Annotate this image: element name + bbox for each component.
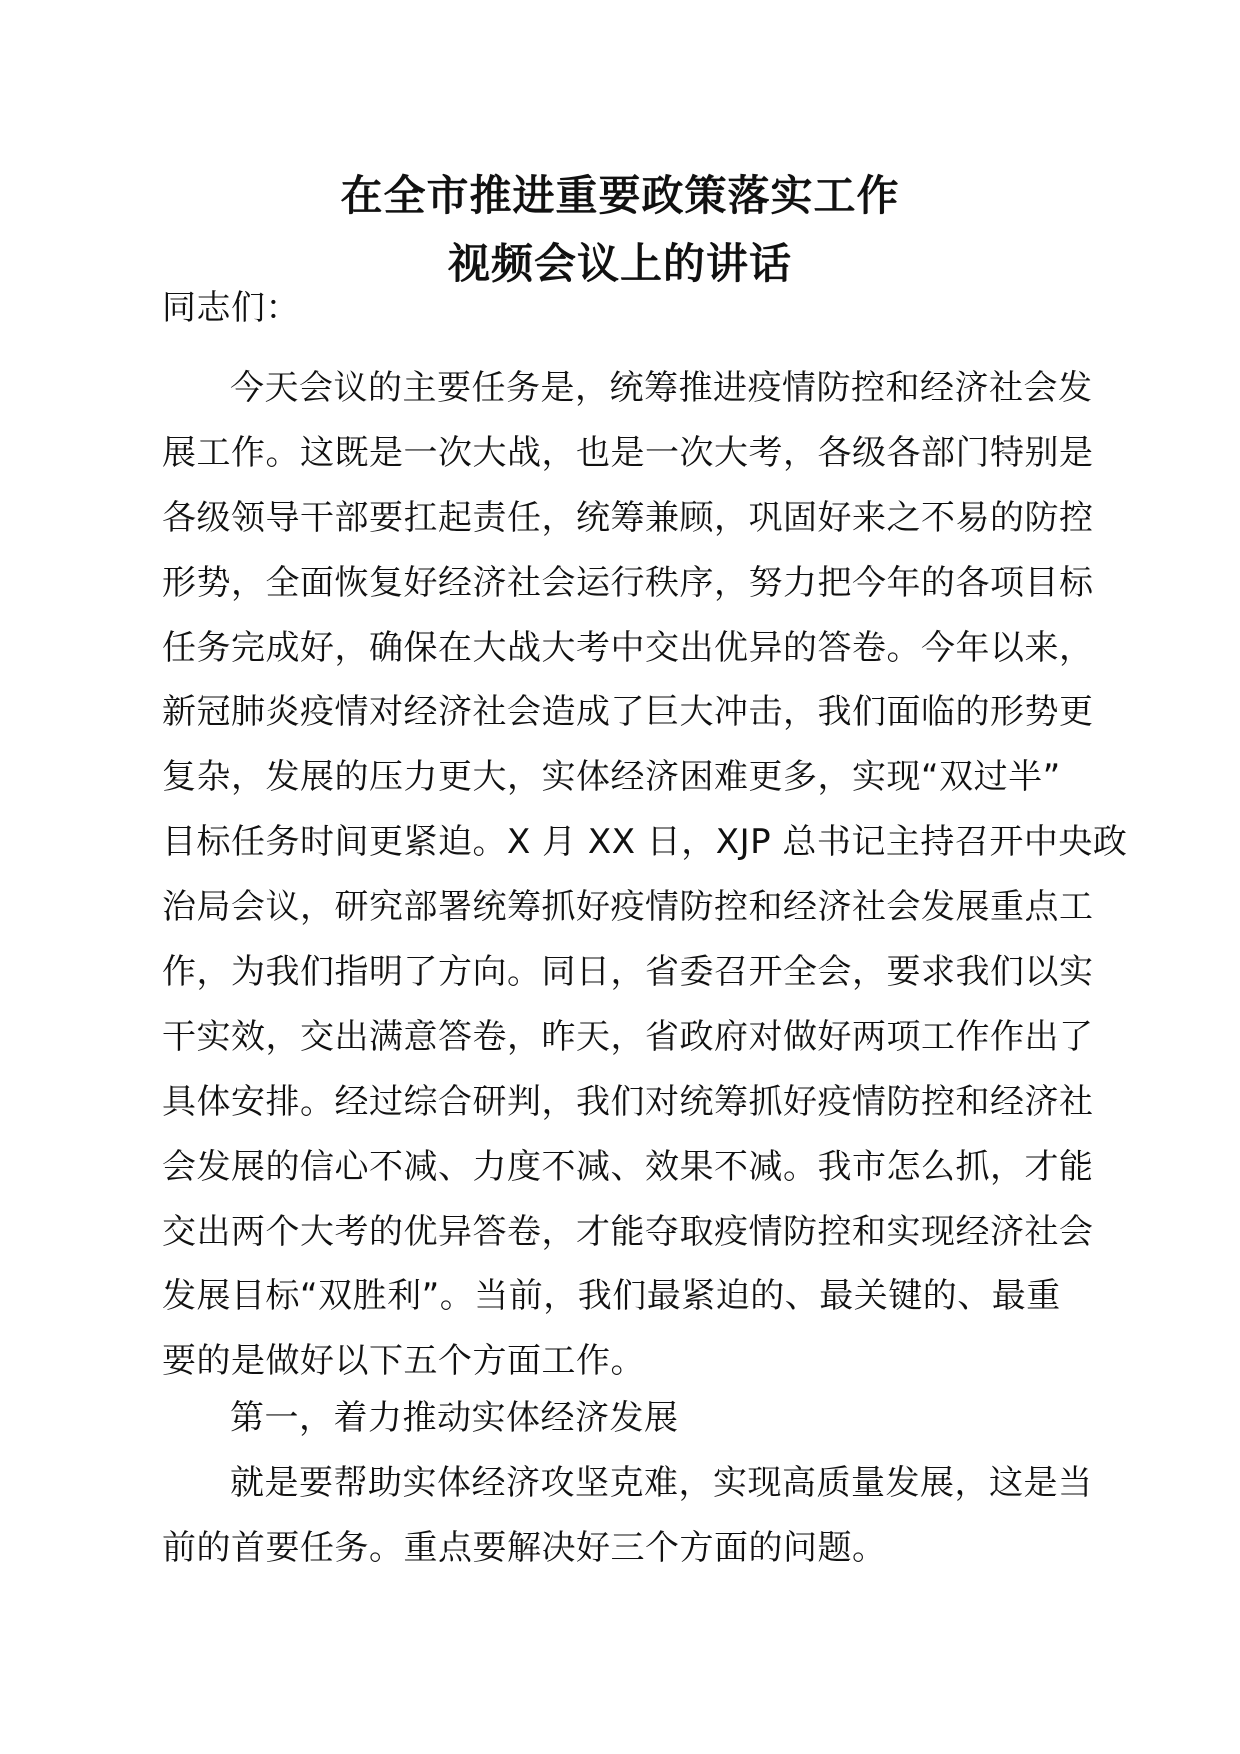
paragraph-2: [162, 1451, 1092, 1581]
greeting: 同志们：: [162, 288, 300, 328]
paragraph-1-line: 复杂，发展的压力更大，实体经济困难更多，实现“双过半”: [162, 757, 1061, 798]
section-heading-1: 第一，着力推动实体经济发展: [230, 1398, 679, 1438]
paragraph-1-line: 新冠肺炎疫情对经济社会造成了巨大冲击，我们面临的形势更: [162, 692, 1094, 733]
paragraph-1-line: 会发展的信心不减、力度不减、效果不减。我市怎么抓，才能: [162, 1146, 1094, 1187]
paragraph-1-line: 具体安排。经过综合研判，我们对统筹抓好疫情防控和经济社: [162, 1081, 1094, 1122]
paragraph-1: [162, 356, 1128, 1394]
paragraph-1-line: 今天会议的主要任务是，统筹推进疫情防控和经济社会发: [230, 368, 1093, 408]
paragraph-1-line: 形势，全面恢复好经济社会运行秩序，努力把今年的各项目标: [162, 562, 1094, 603]
paragraph-2-line: 前的首要任务。重点要解决好三个方面的问题。: [162, 1527, 887, 1568]
paragraph-1-line: 展工作。这既是一次大战，也是一次大考，各级各部门特别是: [162, 432, 1094, 473]
paragraph-1-line: 交出两个大考的优异答卷，才能夺取疫情防控和实现经济社会: [162, 1211, 1094, 1252]
paragraph-1-line: 目标任务时间更紧迫。X 月 XX 日，XJP 总书记主持召开中央政: [162, 822, 1128, 863]
paragraph-1-line: 作，为我们指明了方向。同日，省委召开全会，要求我们以实: [162, 952, 1094, 993]
paragraph-1-line: 任务完成好，确保在大战大考中交出优异的答卷。今年以来，: [162, 627, 1094, 668]
paragraph-1-line: 各级领导干部要扛起责任，统筹兼顾，巩固好来之不易的防控: [162, 497, 1094, 538]
paragraph-1-line: 治局会议，研究部署统筹抓好疫情防控和经济社会发展重点工: [162, 887, 1094, 928]
paragraph-1-line: 发展目标“双胜利”。当前，我们最紧迫的、最关键的、最重: [162, 1276, 1061, 1317]
paragraph-2-line: 就是要帮助实体经济攻坚克难，实现高质量发展，这是当: [230, 1463, 1093, 1503]
document-title-line-2: 视频会议上的讲话: [447, 239, 792, 288]
paragraph-1-line: 干实效，交出满意答卷，昨天，省政府对做好两项工作作出了: [162, 1016, 1094, 1057]
document-title-line-1: 在全市推进重要政策落实工作: [340, 171, 900, 220]
paragraph-1-line: 要的是做好以下五个方面工作。: [162, 1341, 645, 1382]
